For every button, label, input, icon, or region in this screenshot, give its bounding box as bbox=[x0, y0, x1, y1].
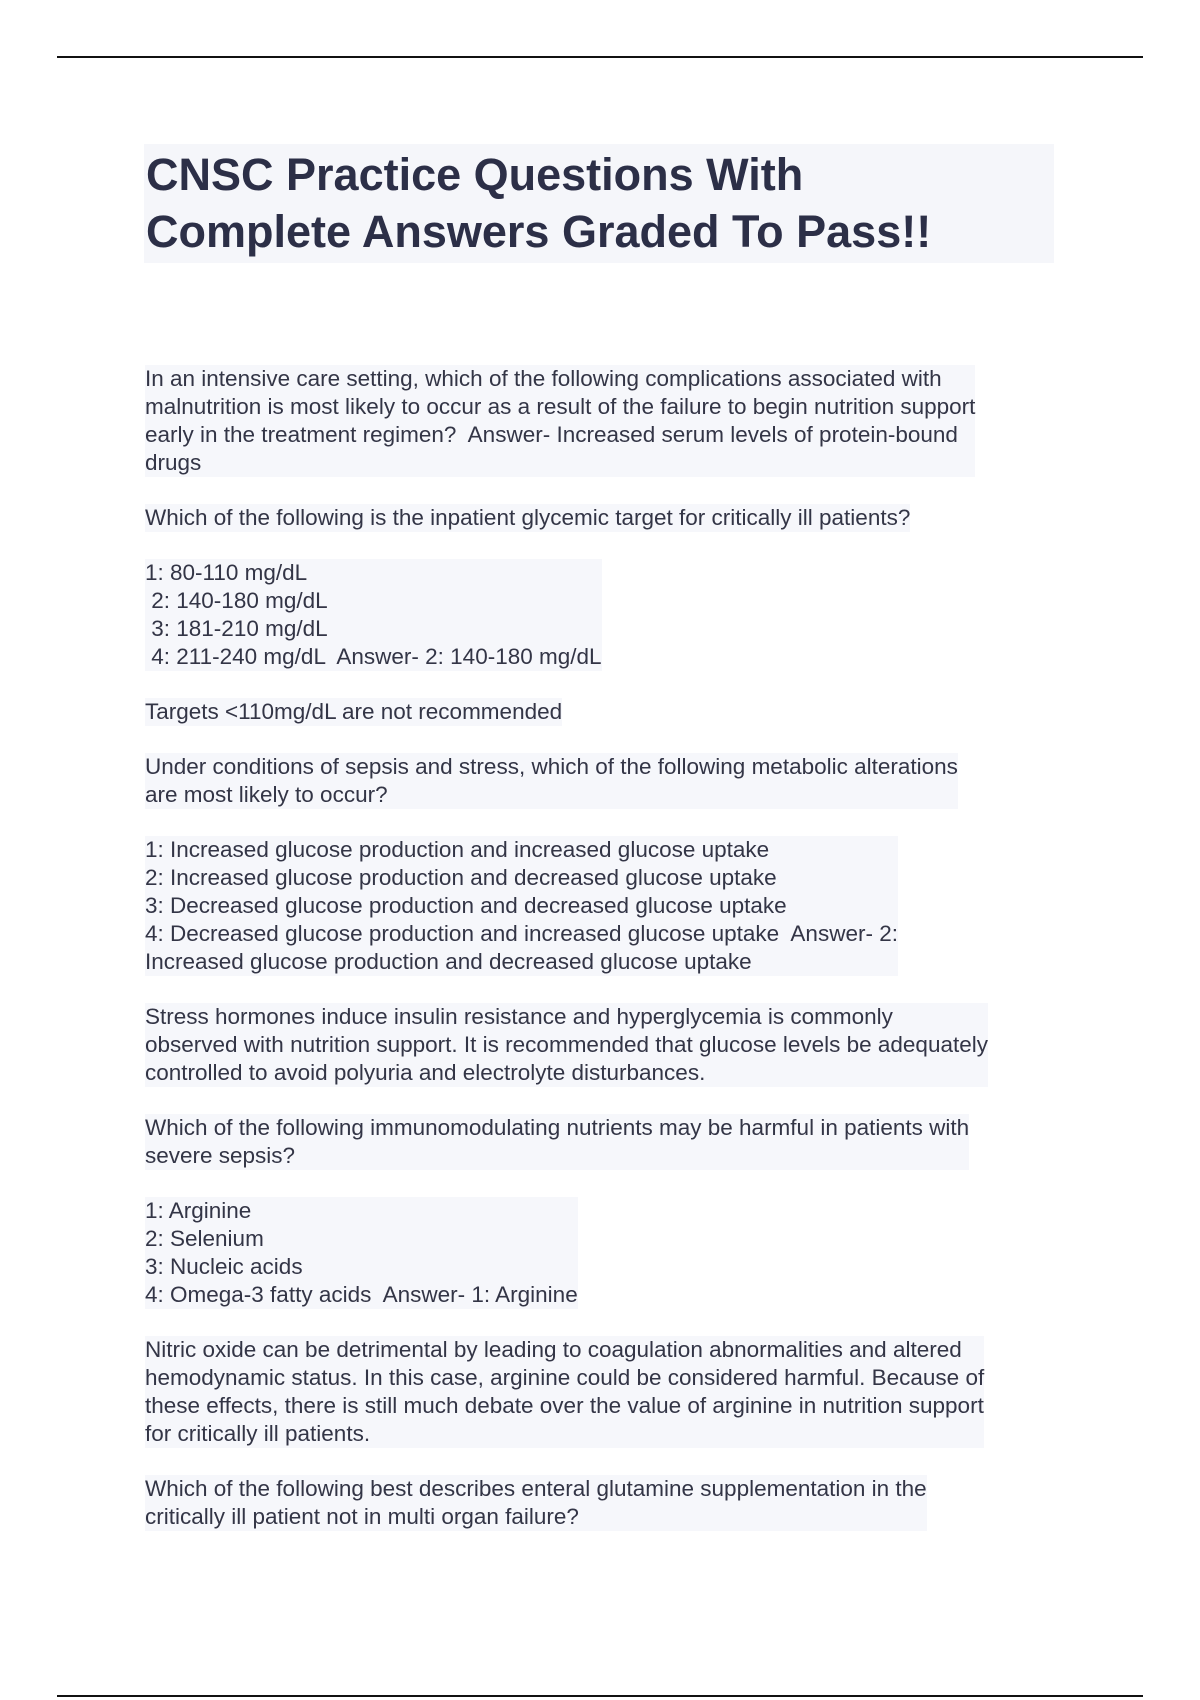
text-line: 4: 211-240 mg/dL Answer- 2: 140-180 mg/dL bbox=[145, 644, 602, 669]
document-title bbox=[144, 144, 1054, 263]
paragraph-wrapper bbox=[145, 1114, 1065, 1197]
paragraph bbox=[145, 1003, 988, 1087]
paragraph bbox=[145, 1197, 578, 1309]
paragraph bbox=[145, 504, 910, 532]
text-line: 3: Nucleic acids bbox=[145, 1254, 303, 1279]
paragraph-wrapper bbox=[145, 559, 1065, 698]
document-body bbox=[145, 365, 1065, 1558]
paragraph-wrapper bbox=[145, 1197, 1065, 1336]
text-line: Nitric oxide can be detrimental by leading to coagulation abnormalities and altered bbox=[145, 1337, 962, 1362]
text-line: 2: Selenium bbox=[145, 1226, 264, 1251]
text-line: 2: 140-180 mg/dL bbox=[145, 588, 328, 613]
paragraph-wrapper bbox=[145, 836, 1065, 1003]
text-line: 4: Omega-3 fatty acids Answer- 1: Arginine bbox=[145, 1282, 578, 1307]
title-line: Complete Answers Graded To Pass!! bbox=[146, 206, 932, 257]
paragraph bbox=[145, 365, 975, 477]
text-line: for critically ill patients. bbox=[145, 1421, 371, 1446]
paragraph bbox=[145, 1114, 969, 1170]
paragraph-wrapper bbox=[145, 365, 1065, 504]
text-line: these effects, there is still much debate over the value of arginine in nutrition support bbox=[145, 1393, 984, 1418]
top-rule bbox=[57, 56, 1143, 58]
text-line: malnutrition is most likely to occur as a result of the failure to begin nutrition support bbox=[145, 394, 976, 419]
paragraph bbox=[145, 753, 958, 809]
text-line: early in the treatment regimen? Answer- Increased serum levels of protein-bound bbox=[145, 422, 958, 447]
text-line: 1: Arginine bbox=[145, 1198, 252, 1223]
paragraph bbox=[145, 836, 898, 976]
paragraph-wrapper bbox=[145, 1003, 1065, 1114]
text-line: In an intensive care setting, which of the following complications associated with bbox=[145, 366, 942, 391]
paragraph bbox=[145, 698, 562, 726]
text-line: critically ill patient not in multi organ failure? bbox=[145, 1504, 579, 1529]
text-line: Stress hormones induce insulin resistance and hyperglycemia is commonly bbox=[145, 1004, 893, 1029]
text-line: 3: 181-210 mg/dL bbox=[145, 616, 328, 641]
paragraph-wrapper bbox=[145, 753, 1065, 836]
text-line: Increased glucose production and decreased glucose uptake bbox=[145, 949, 752, 974]
text-line: are most likely to occur? bbox=[145, 782, 388, 807]
paragraph-wrapper bbox=[145, 698, 1065, 753]
text-line: 1: 80-110 mg/dL bbox=[145, 560, 308, 585]
paragraph-wrapper bbox=[145, 1336, 1065, 1475]
text-line: hemodynamic status. In this case, arginine could be considered harmful. Because of bbox=[145, 1365, 985, 1390]
paragraph bbox=[145, 1336, 984, 1448]
text-line: severe sepsis? bbox=[145, 1143, 296, 1168]
text-line: Which of the following immunomodulating nutrients may be harmful in patients with bbox=[145, 1115, 970, 1140]
text-line: Under conditions of sepsis and stress, which of the following metabolic alterations bbox=[145, 754, 958, 779]
text-line: Targets <110mg/dL are not recommended bbox=[145, 699, 563, 724]
paragraph bbox=[145, 1475, 927, 1531]
text-line: 3: Decreased glucose production and decreased glucose uptake bbox=[145, 893, 787, 918]
text-line: 1: Increased glucose production and increased glucose uptake bbox=[145, 837, 770, 862]
text-line: controlled to avoid polyuria and electrolyte disturbances. bbox=[145, 1060, 706, 1085]
bottom-rule bbox=[57, 1695, 1143, 1697]
text-line: Which of the following best describes enteral glutamine supplementation in the bbox=[145, 1476, 927, 1501]
text-line: Which of the following is the inpatient glycemic target for critically ill patients? bbox=[145, 505, 911, 530]
title-line: CNSC Practice Questions With bbox=[146, 149, 804, 200]
paragraph-wrapper bbox=[145, 1475, 1065, 1558]
text-line: 4: Decreased glucose production and increased glucose uptake Answer- 2: bbox=[145, 921, 898, 946]
text-line: drugs bbox=[145, 450, 202, 475]
paragraph-wrapper bbox=[145, 504, 1065, 559]
text-line: 2: Increased glucose production and decreased glucose uptake bbox=[145, 865, 777, 890]
paragraph bbox=[145, 559, 602, 671]
text-line: observed with nutrition support. It is recommended that glucose levels be adequately bbox=[145, 1032, 988, 1057]
